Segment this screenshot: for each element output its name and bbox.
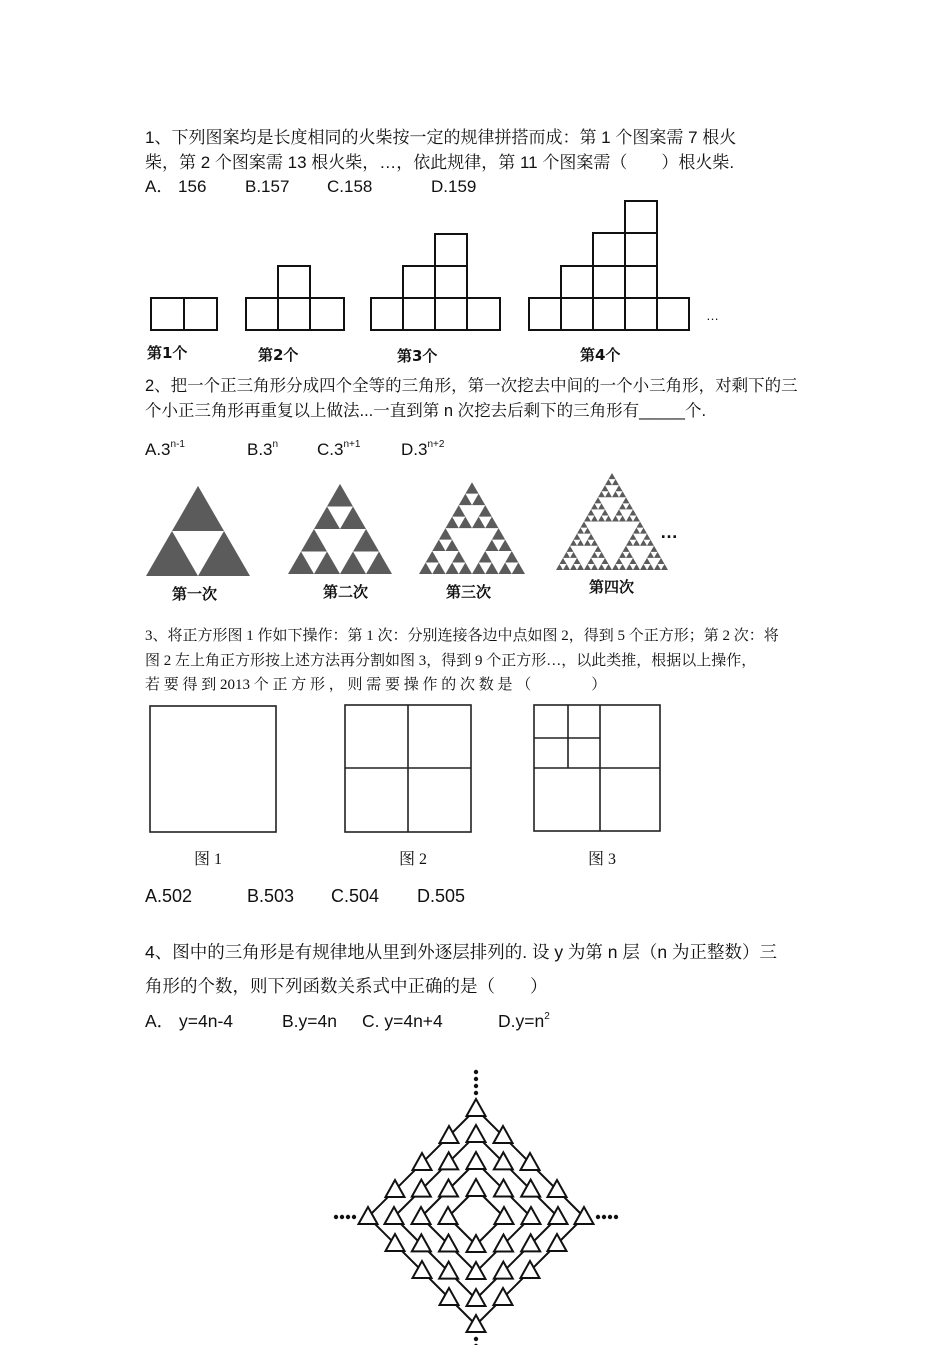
continuation-dot [334, 1215, 338, 1219]
q1-line2: 柴，第 2 个图案需 13 根火柴，…，依此规律，第 11 个图案需（ ）根火柴. [145, 153, 735, 172]
q2-caption-3: 第三次 [446, 583, 492, 601]
q2-ellipsis: … [660, 522, 678, 542]
q4-option-a: A． y=4n-4 [145, 1011, 234, 1031]
q1-option-b: B.157 [245, 177, 290, 196]
q2-line1: 2、把一个正三角形分成四个全等的三角形，第一次挖去中间的一个小三角形，对剩下的三 [145, 377, 798, 395]
q1-pattern-2 [246, 266, 344, 330]
q3-line3: 若 要 得 到 2013 个 正 方 形 ， 则 需 要 操 作 的 次 数 是 （ ） [145, 677, 607, 693]
q3-figure-2 [345, 705, 471, 832]
q2-line2: 个小正三角形再重复以上做法...一直到第 n 次挖去后剩下的三角形有_____个. [145, 402, 707, 420]
q1-pattern-1 [151, 298, 217, 330]
q4-option-b: B.y=4n [282, 1011, 337, 1031]
q1-text [145, 125, 736, 175]
q1-matchstick-figure [0, 195, 950, 375]
q2-option-d: $D.3^{n+2}$ [401, 439, 445, 459]
q1-option-a: A． 156 [145, 177, 207, 196]
q3-option-d: D.505 [417, 886, 466, 906]
continuation-dot [608, 1215, 612, 1219]
continuation-dot [602, 1215, 606, 1219]
q3-option-b: B.503 [247, 886, 295, 906]
q2-sierpinski-figure [0, 478, 950, 578]
q3-line1: 3、将正方形图 1 作如下操作：第 1 次：分别连接各边中点如图 2，得到 5 个正方形；第 2 次：将 [145, 628, 779, 644]
q1-option-d: D.159 [431, 177, 477, 196]
q3-line2: 图 2 左上角正方形按上述方法再分割如图 3，得到 9 个正方形…，以此类推，根据以上操作， [145, 652, 757, 669]
q2-option-c: $C.3^{n+1}$ [317, 439, 361, 459]
continuation-dot [346, 1215, 350, 1219]
q2-options [145, 437, 444, 462]
q3-text [145, 624, 779, 698]
continuation-dot [474, 1084, 478, 1088]
q3-figure-3 [534, 705, 660, 831]
layer-triangle [467, 1179, 486, 1196]
q3-option-c: C.504 [331, 886, 380, 906]
q2-option-b: B.3$^n$ [247, 439, 279, 459]
q3-option-a: A.502 [145, 886, 193, 906]
q1-option-c: C.158 [327, 177, 373, 196]
continuation-dot [614, 1215, 618, 1219]
q3-figure-1 [150, 706, 276, 832]
q1-line1: 1、下列图案均是长度相同的火柴按一定的规律拼搭而成：第 1 个图案需 7 根火 [145, 128, 737, 147]
layer-triangle [467, 1152, 486, 1169]
q4-text [145, 935, 777, 1003]
q1-pattern-4 [529, 201, 689, 330]
q1-caption-1: 第1个 [147, 344, 188, 362]
continuation-dot [474, 1337, 478, 1341]
q4-options [145, 1009, 550, 1034]
q1-caption-2: 第2个 [258, 346, 299, 364]
q3-squares-figure [0, 700, 950, 840]
q2-text [145, 374, 798, 424]
continuation-dot [474, 1077, 478, 1081]
q2-option-a: A.3$^{n-1}$ [145, 439, 185, 459]
q4-line1: 4、图中的三角形是有规律地从里到外逐层排列的. 设 y 为第 n 层（n 为正整数）三 [145, 942, 777, 962]
q2-caption-2: 第二次 [323, 583, 369, 601]
q4-line2: 角形的个数，则下列函数关系式中正确的是（ ） [145, 976, 548, 996]
continuation-dot [474, 1070, 478, 1074]
layer-triangle [467, 1099, 486, 1116]
q4-option-d: $D.y=n^2$ [498, 1011, 550, 1031]
q3-options [145, 884, 465, 909]
q3-caption-1: 图 1 [194, 851, 223, 868]
q1-pattern-3 [371, 234, 500, 330]
continuation-dot [352, 1215, 356, 1219]
continuation-dot [340, 1215, 344, 1219]
q3-caption-3: 图 3 [588, 851, 617, 868]
q4-option-c: C. y=4n+4 [362, 1011, 443, 1031]
q3-caption-2: 图 2 [399, 851, 428, 868]
q4-triangle-layers-figure [0, 1105, 950, 1345]
q1-ellipsis: … [706, 308, 719, 323]
continuation-dot [474, 1091, 478, 1095]
q2-caption-4: 第四次 [589, 578, 635, 596]
q1-caption-3: 第3个 [397, 347, 438, 365]
q1-caption-4: 第4个 [580, 346, 621, 364]
layer-triangle [467, 1125, 486, 1142]
q2-caption-1: 第一次 [172, 585, 218, 603]
continuation-dot [596, 1215, 600, 1219]
